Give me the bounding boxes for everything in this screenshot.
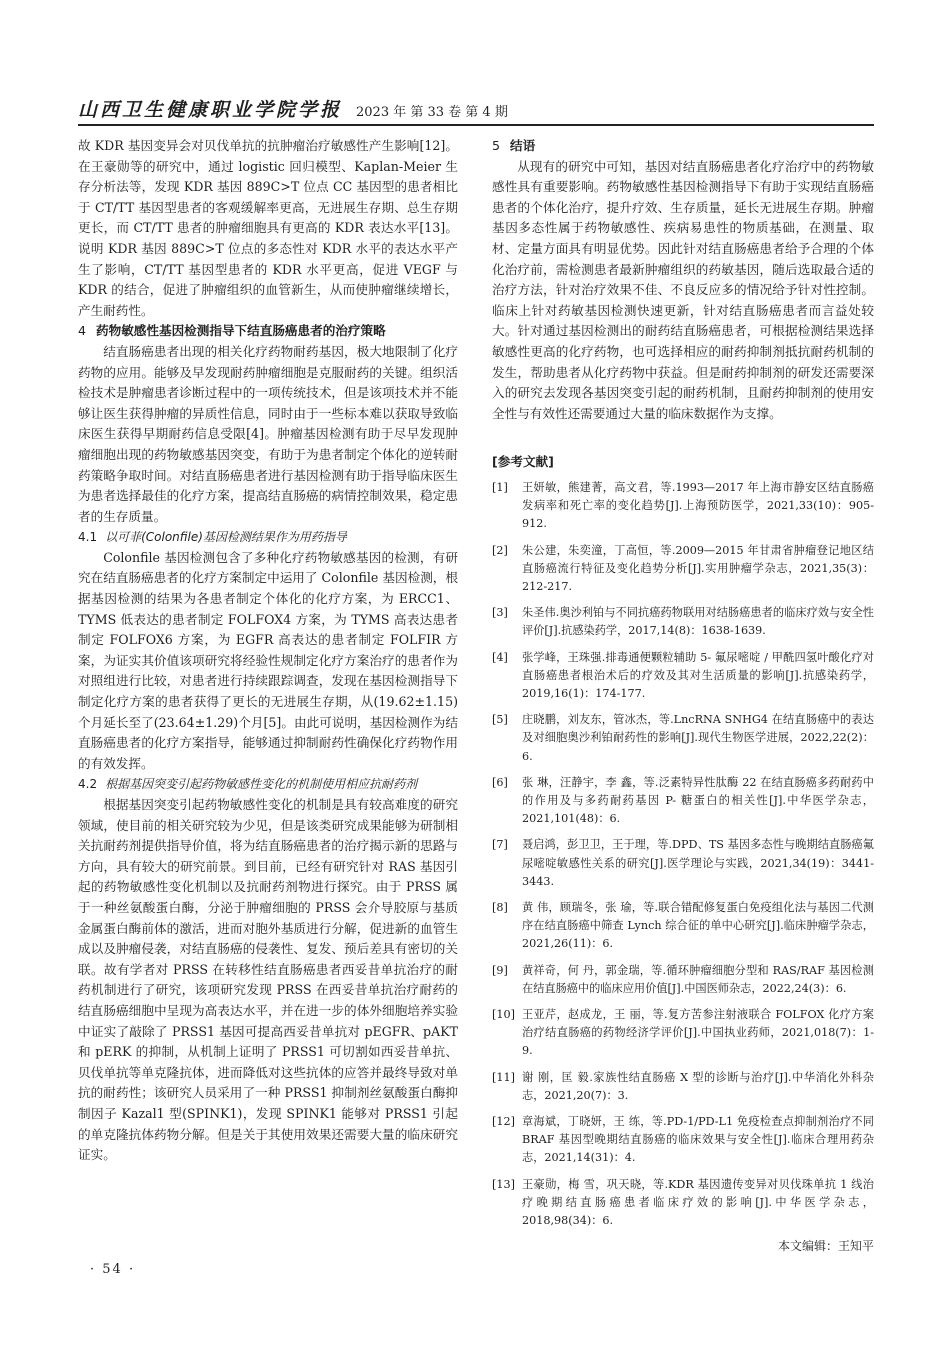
running-header [78, 92, 874, 122]
reference-item [492, 649, 874, 704]
section-title: 结语 [510, 138, 536, 153]
reference-item [492, 836, 874, 891]
section-number: 4.2 [78, 777, 98, 792]
reference-number: [5] [492, 713, 508, 727]
journal-name: 山西卫生健康职业学院学报 [78, 99, 343, 121]
reference-number: [9] [492, 963, 508, 977]
reference-text: 黄祥奇，何 丹，郭金瑞，等.循环肿瘤细胞分型和 RAS/RAF 基因检测在结直肠癌中的临床应用价值[J].中国医师杂志，2022,24(3)：6. [522, 963, 874, 995]
reference-number: [8] [492, 900, 508, 914]
reference-number: [1] [492, 480, 508, 494]
paragraph-strategy: 结直肠癌患者出现的相关化疗药物耐药基因，极大地限制了化疗药物的应用。能够及早发现耐药肿瘤细胞是克服耐药的关键。组织活检技术是肿瘤患者诊断过程中的一项传统技术，但是该项技术并不能够让医生获得肿瘤的异质性信息，同时由于一些标本难以获取导致临床医生获得早期耐药信息受限[4]。肿瘤基因检测有助于尽早发现肿瘤细胞出现的药物敏感基因突变，有助于为患者制定个体化的逆转耐药策略争取时间。对结直肠癌患者进行基因检测有助于指导临床医生为患者选择最佳的化疗方案，提高结直肠癌的病情控制效果，稳定患者的生存质量。 [78, 343, 458, 524]
reference-number: [3] [492, 606, 508, 620]
page-number: · 54 · [90, 1262, 136, 1277]
section-number: 4.1 [78, 530, 98, 545]
reference-text: 黄 伟，顾瑞冬，张 瑜，等.联合错配修复蛋白免疫组化法与基因二代测序在结直肠癌中筛查 Lynch 综合征的单中心研究[J].临床肿瘤学杂志，2021,26(11)：6. [522, 900, 874, 951]
paragraph-conclusion: 从现有的研究中可知，基因对结直肠癌患者化疗治疗中的药物敏感性具有重要影响。药物敏感性基因检测指导下有助于实现结直肠癌患者的个体化治疗，提升疗效、生存质量，延长无进展生存期。肿瘤基因多态性属于药物敏感性、疾病易患性的物质基础，在测量、取材、定量方面具有明显优势。因此针对结直肠癌患者给予合理的个体化治疗前，需检测患者最新肿瘤组织的药敏基因，随后选取最合适的治疗方法，针对治疗效果不佳、不良反应多的情况给予针对性控制。临床上针对药敏基因检测快速更新，针对结直肠癌患者而言益处较大。针对通过基因检测出的耐药结直肠癌患者，可根据检测结果选择敏感性更高的化疗药物，也可选择相应的耐药抑制剂抵抗耐药机制的发生，帮助患者从化疗药物中获益。但是耐药抑制剂的研发还需要深入的研究去发现各基因突变引起的耐药机制，且耐药抑制剂的使用安全性与有效性还需要通过大量的临床数据作为支撑。 [492, 158, 874, 421]
section-4-heading [78, 321, 458, 342]
reference-text: 张 琳，汪静宇，李 鑫，等.泛素特异性肽酶 22 在结直肠癌多药耐药中的作用及与多药耐药基因 P- 糖蛋白的相关性[J].中华医学杂志，2021,101(48)：6. [522, 775, 874, 826]
reference-list [492, 479, 874, 1230]
reference-text: 王豪勋，梅 雪，巩天晓，等.KDR 基因遗传变异对贝伐珠单抗 1 线治疗晚期结直肠癌患者临床疗效的影响[J].中华医学杂志，2018,98(34)：6. [522, 1177, 874, 1228]
paragraph-prss: 根据基因突变引起药物敏感性变化的机制是具有较高难度的研究领域，使目前的相关研究较为少见，但是该类研究成果能够为研制相关抗耐药剂提供指导价值，将为结直肠癌患者的治疗揭示新的思路与方向，具有较大的研究前景。到目前，已经有研究针对 RAS 基因引起的药物敏感性变化机制以及抗耐药剂物进行探究。由于 PRSS 属于一种丝氨酸蛋白酶，分泌于肿瘤细胞的 PRSS 会介导胶原与基质金属蛋白酶前体的激活，进而对胞外基质进行分解，促进新的血管生成以及肿瘤侵袭，对结直肠癌的侵袭性、复发、预后差具有密切的关联。故有学者对 PRSS 在转移性结直肠癌患者西妥昔单抗治疗的耐药机制进行了研究，该项研究发现 PRSS 在西妥昔单抗治疗耐药的结直肠癌细胞中呈现为高表达水平，并在进一步的体外细胞培养实验中证实了敲除了 PRSS1 基因可提高西妥昔单抗对 pEGFR、pAKT 和 pERK 的抑制，从机制上证明了 PRSS1 可切割如西妥昔单抗、贝伐单抗等单克隆抗体，进而降低对这些抗体的应答并最终导致对单抗的耐药性；该研究人员采用了一种 PRSS1 抑制剂丝氨酸蛋白酶抑制因子 Kazal1 型(SPINK1)，发现 SPINK1 能够对 PRSS1 引起的单克隆抗体药物分解。但是关于其使用效果还需要大量的临床研究证实。 [78, 797, 458, 1163]
reference-item [492, 1176, 874, 1231]
section-4-1-heading [78, 527, 458, 548]
reference-item [492, 479, 874, 534]
reference-item [492, 542, 874, 597]
reference-item [492, 1113, 874, 1168]
reference-item [492, 1006, 874, 1061]
paragraph-colonfile: Colonfile 基因检测包含了多种化疗药物敏感基因的检测，有研究在结直肠癌患者的化疗方案制定中运用了 Colonfile 基因检测，根据基因检测的结果为各患者制定个体化的化疗方案，为 ERCC1、TYMS 低表达的患者制定 FOLFOX4 方案，为 TYMS 高表达患者制定 FOLFOX6 方案，为 EGFR 高表达的患者制定 FOLFIR 方案，为证实其价值该项研究将经验性规制定化疗方案治疗的患者作为对照组进行比较，对患者进行持续跟踪调查，发现在基因检测指导下制定化疗方案的患者获得了更长的无进展生存期，从(19.62±1.15)个月延长至了(23.64±1.29)个月[5]。由此可说明，基因检测作为结直肠癌患者的化疗方案指导，能够通过抑制耐药性确保化疗药物作用的有效发挥。 [78, 549, 458, 771]
header-rule [78, 124, 874, 126]
reference-number: [13] [492, 1177, 515, 1191]
reference-number: [11] [492, 1070, 515, 1084]
references-heading: [参考文献] [492, 454, 554, 470]
reference-number: [7] [492, 838, 508, 852]
section-number: 4 [78, 323, 87, 339]
reference-text: 张学峰，王珠强.排毒通便颗粒辅助 5- 氟尿嘧啶 / 甲酰四氢叶酸化疗对直肠癌患者根治术后的疗效及其对生活质量的影响[J].抗感染药学，2019,16(1)：174-177. [522, 650, 874, 700]
reference-number: [4] [492, 650, 508, 664]
section-number: 5 [492, 138, 501, 153]
reference-item [492, 604, 874, 640]
reference-item [492, 962, 874, 998]
editor-note: 本文编辑：王知平 [777, 1239, 874, 1254]
section-title: 药物敏感性基因检测指导下结直肠癌患者的治疗策略 [96, 323, 386, 339]
reference-text: 王妍敏，熊建菁，高文君，等.1993—2017 年上海市静安区结直肠癌发病率和死亡率的变化趋势[J].上海预防医学，2021,33(10)：905-912. [522, 480, 874, 531]
section-title: 根据基因突变引起药物敏感性变化的机制使用相应抗耐药剂 [105, 777, 418, 792]
reference-item [492, 899, 874, 954]
paragraph-kdr: 故 KDR 基因变异会对贝伐单抗的抗肿瘤治疗敏感性产生影响[12]。在王豪勋等的研究中，通过 logistic 回归模型、Kaplan-Meier 生存分析法等，发现 KDR 基因 889C>T 位点 CC 基因型的患者相比于 CT/TT 基因型患者的客观缓解率更高，无进展生存期、总生存期更长，而 CT/TT 患者的肿瘤细胞具有更高的 KDR 表达水平[13]。说明 KDR 基因 889C>T 位点的多态性对 KDR 水平的表达水平产生了影响，CT/TT 基因型患者的 KDR 水平更高，促进 VEGF 与 KDR 的结合，促进了肿瘤组织的血管新生，从而使肿瘤继续增长，产生耐药性。 [78, 138, 458, 318]
reference-text: 聂启鸿，彭卫卫，王于理，等.DPD、TS 基因多态性与晚期结直肠癌氟尿嘧啶敏感性关系的研究[J].医学理论与实践，2021,34(19)：3441-3443. [522, 838, 874, 888]
issue-info: 2023 年 第 33 卷 第 4 期 [356, 105, 508, 120]
reference-text: 章海斌，丁晓妍，王 练，等.PD-1/PD-L1 免疫检查点抑制剂治疗不同 BRAF 基因型晚期结直肠癌的临床效果与安全性[J].临床合理用药杂志，2021,14(31)：4. [522, 1115, 874, 1165]
reference-text: 王亚芹，赵成龙，王 丽，等.复方苦参注射液联合 FOLFOX 化疗方案治疗结直肠癌的药物经济学评价[J].中国执业药师，2021,018(7)：1-9. [522, 1007, 874, 1058]
reference-text: 朱圣伟.奥沙利铂与不同抗癌药物联用对结肠癌患者的临床疗效与安全性评价[J].抗感染药学，2017,14(8)：1638-1639. [522, 606, 874, 638]
reference-text: 谢 刚，匡 毅.家族性结直肠癌 X 型的诊断与治疗[J].中华消化外科杂志，2021,20(7)：3. [522, 1070, 874, 1102]
reference-text: 庄晓鹏，刘友东，管冰杰，等.LncRNA SNHG4 在结直肠癌中的表达及对细胞奥沙利铂耐药性的影响[J].现代生物医学进展，2022,22(2)：6. [522, 713, 874, 763]
reference-number: [10] [492, 1007, 515, 1021]
reference-number: [12] [492, 1115, 515, 1128]
section-title: 以可菲(Colonfile)基因检测结果作为用药指导 [105, 530, 347, 545]
right-column [492, 136, 874, 1257]
reference-item [492, 774, 874, 829]
section-4-2-heading [78, 774, 458, 795]
reference-item [492, 711, 874, 766]
reference-text: 朱公建，朱奕潼，丁高恒，等.2009—2015 年甘肃省肿瘤登记地区结直肠癌流行特征及变化趋势分析[J].实用肿瘤学杂志，2021,35(3)：212-217. [522, 543, 874, 593]
left-column [78, 136, 458, 1166]
reference-number: [2] [492, 543, 508, 557]
reference-number: [6] [492, 775, 508, 789]
section-5-heading [492, 136, 874, 157]
reference-item [492, 1069, 874, 1105]
